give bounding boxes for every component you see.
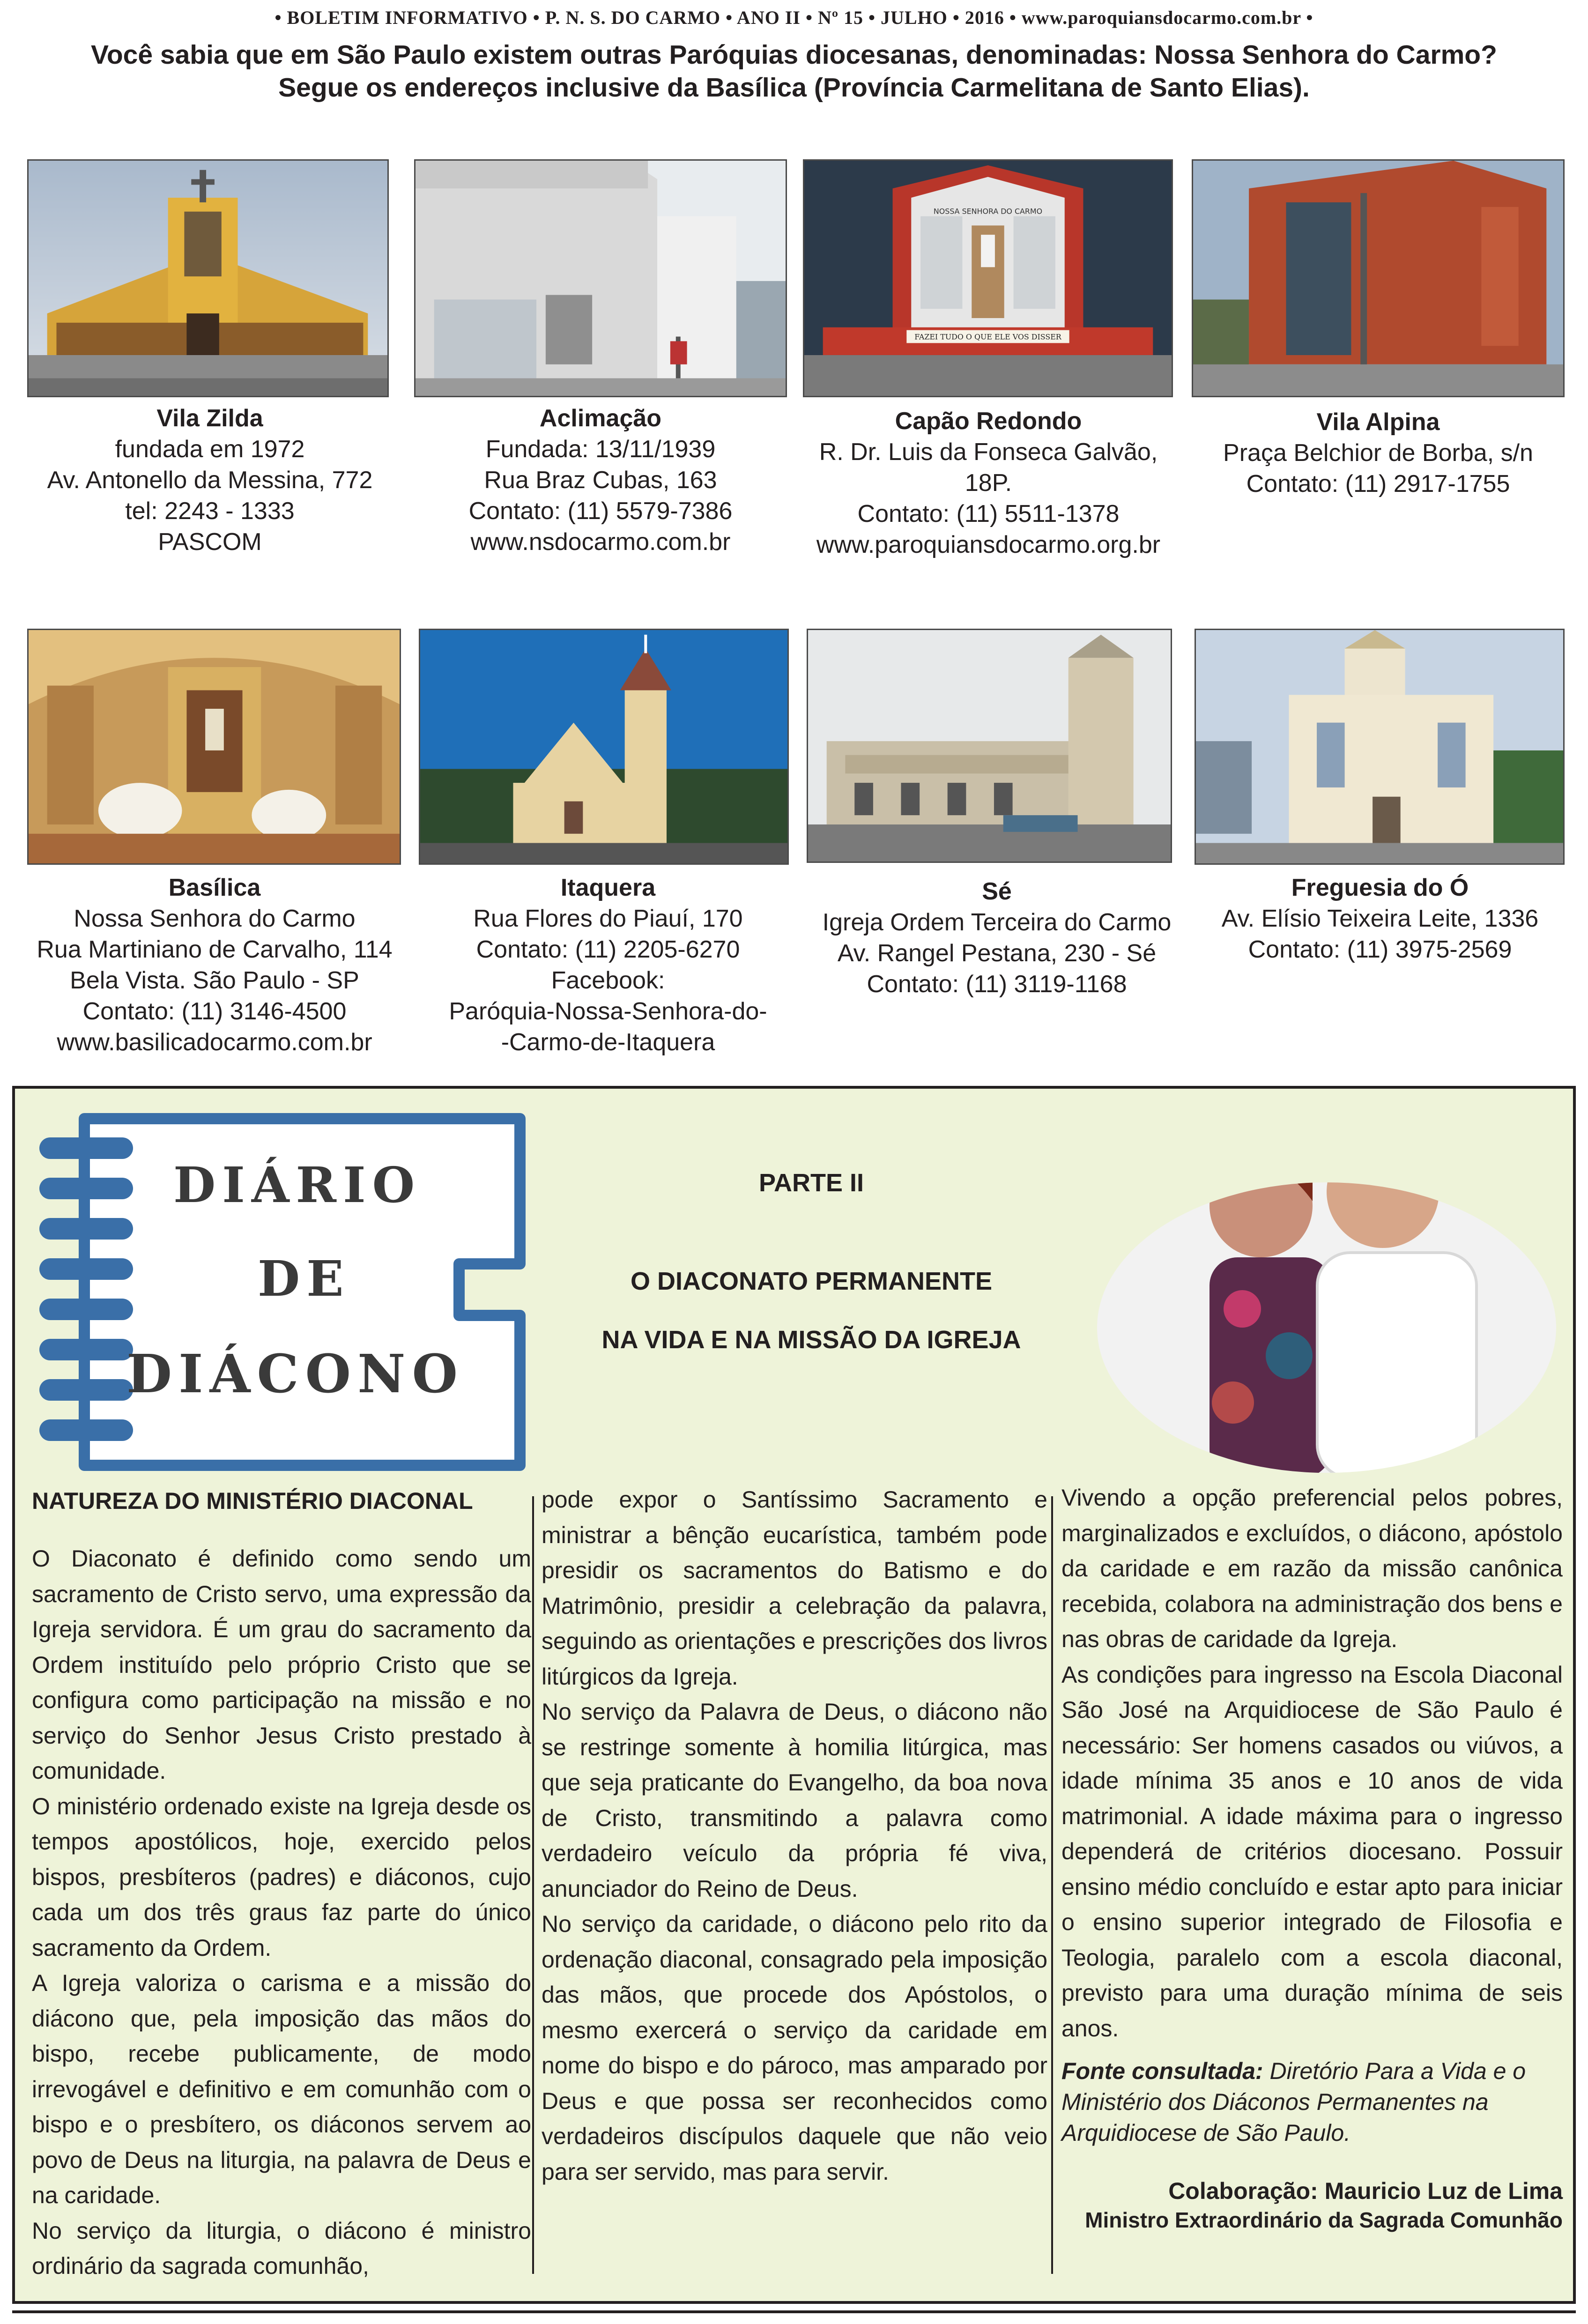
parish-line: Nossa Senhora do Carmo [74,905,356,932]
parish-line: PASCOM [158,528,262,556]
parish-line: -Carmo-de-Itaquera [501,1029,715,1056]
diary-title-line-2: NA VIDA E NA MISSÃO DA IGREJA [601,1326,1021,1354]
source-text: Diretório Para a Vida e o Ministério dos Diáconos Permanentes na Arquidiocese de São Paulo. [1061,2058,1526,2146]
parish-line: Paróquia-Nossa-Senhora-do- [449,998,767,1025]
photo-itaquera [419,629,789,865]
parish-card-aclimacao [408,403,793,557]
parish-line: R. Dr. Luis da Fonseca Galvão, 18P. [819,438,1158,497]
parish-name: Aclimação [539,405,662,432]
article-paragraph: pode expor o Santíssimo Sacramento e ministrar a bênção eucarística, também pode presidir os sacramentos do Batismo e do Matrimônio, presidir a celebração da palavra, seguindo as orientações e prescrições dos livros litúrgicos da Igreja. [542,1486,1047,1690]
parish-line: Av. Rangel Pestana, 230 - Sé [837,940,1157,967]
bulletin-header: • BOLETIM INFORMATIVO • P. N. S. DO CARMO • ANO II • Nº 15 • JULHO • 2016 • www.paroquiansdocarmo.com.br • [275,7,1313,28]
parish-card-vila-alpina [1186,407,1570,499]
parish-line: Fundada: 13/11/1939 [485,436,716,463]
article-paragraph: No serviço da Palavra de Deus, o diácono não se restringe somente à homilia litúrgica, mas que seja praticante do Evangelho, da boa nova de Cristo, transmitindo a palavra como verdadeiro veículo da própria fé viva, anunciador do Reino de Deus. [542,1699,1047,1902]
article-paragraph: No serviço da caridade, o diácono pelo rito da ordenação diaconal, consagrado pela imposição das mãos, que procede dos Apóstolos, o mesmo exercerá o serviço da caridade em nome do bispo e do pároco, mas amparado por Deus e que possa ser reconhecidos como verdadeiros discípulos daquele que não veio para ser servido, mas para servir. [542,1911,1047,2185]
article-column-2 [542,1482,1047,2190]
source-label: Fonte consultada: [1061,2058,1263,2084]
photo-aclimacao [414,159,787,397]
article-paragraph: As condições para ingresso na Escola Diaconal São José na Arquidiocese de São Paulo é necessário: Ser homens casados ou viúvos, a idade mínima 35 anos e 10 anos de vida matrimonial. A idade máxima para o ingresso dependerá de critérios diocesano. Possuir ensino médio concluído e estar apto para iniciar o ensino superior integrado de Filosofia e Teologia, paralelo com a escola diaconal, previsto para uma duração mínima de seis anos. [1061,1661,1563,2042]
part-label: PARTE II [758,1169,864,1197]
parish-name: Itaquera [560,874,656,901]
photo-vila-alpina [1192,159,1565,397]
diary-section [12,1086,1576,2304]
parish-line: Rua Braz Cubas, 163 [484,467,717,494]
parish-line: fundada em 1972 [115,436,305,463]
parish-card-vila-zilda [18,403,402,557]
collaboration-role: Ministro Extraordinário da Sagrada Comunhão [1085,2208,1563,2232]
parish-line: Rua Martiniano de Carvalho, 114 [37,936,393,963]
photo-freguesia-do-o [1195,629,1565,865]
parish-name: Vila Alpina [1316,408,1440,436]
parish-line: Contato: (11) 5579-7386 [468,497,733,525]
intro-line-2: Segue os endereços inclusive da Basílica (Província Carmelitana de Santo Elias). [278,73,1310,103]
parish-line: Av. Elísio Teixeira Leite, 1336 [1221,905,1539,932]
article-paragraph: No serviço da liturgia, o diácono é ministro ordinário da sagrada comunhão, [32,2217,531,2279]
parish-line: Igreja Ordem Terceira do Carmo [822,909,1172,936]
parish-line: Praça Belchior de Borba, s/n [1223,439,1533,467]
article-paragraph: A Igreja valoriza o carisma e a missão do diácono que, pela imposição das mãos do bispo, recebe publicamente, de modo irrevogável e definitivo e em comunhão com o bispo e o presbítero, os diáconos servem ao povo de Deus na liturgia, na palavra de Deus e na caridade. [32,1970,531,2208]
parish-line: www.nsdocarmo.com.br [470,528,731,556]
photo-capao-redondo [803,159,1173,397]
article-paragraph: Vivendo a opção preferencial pelos pobres, marginalizados e excluídos, o diácono, apóstolo da caridade e em razão da missão canônica recebida, colabora na administração dos bens e nas obras de caridade da Igreja. [1061,1485,1563,1652]
parish-card-freguesia-do-o [1188,872,1572,965]
bottom-rule [12,2310,1576,2313]
capao-arch-sign: NOSSA SENHORA DO CARMO [933,207,1043,216]
diario-de-diacono-logo [33,1109,548,1475]
parish-line: Contato: (11) 5511-1378 [857,500,1120,527]
parish-line: Bela Vista. São Paulo - SP [70,967,359,994]
parish-card-se [805,876,1189,1000]
parish-name: Basílica [168,874,261,901]
parish-card-capao-redondo [796,406,1180,560]
parish-name: Capão Redondo [895,408,1082,435]
column-divider [532,1496,534,2274]
photo-basilica [27,629,401,865]
logo-word-1: DIÁRIO [173,1156,422,1214]
article-column-1 [32,1487,531,2284]
parish-name: Freguesia do Ó [1291,874,1469,901]
parish-name: Sé [982,878,1012,905]
parish-line: Contato: (11) 2205-6270 [476,936,740,963]
parish-line: Rua Flores do Piauí, 170 [473,905,743,932]
parish-line: Facebook: [551,967,665,994]
article-paragraph: O ministério ordenado existe na Igreja desde os tempos apostólicos, hoje, exercido pelos bispos, presbíteros (padres) e diáconos, cujo cada um dos três graus faz parte do único sacramento da Ordem. [32,1793,531,1961]
parish-card-itaquera [416,872,800,1058]
photo-se [807,629,1172,863]
parish-line: Contato: (11) 3119-1168 [867,971,1127,998]
article-column-3 [1061,1480,1563,2235]
parish-line: www.paroquiansdocarmo.org.br [816,531,1161,558]
logo-word-3: DIÁCONO [126,1344,465,1405]
collaboration-credit: Colaboração: Mauricio Luz de Lima [1168,2178,1563,2204]
parish-card-basilica [18,872,411,1058]
capao-banner: FAZEI TUDO O QUE ELE VOS DISSER [914,332,1061,342]
source-note [1061,2056,1563,2148]
logo-word-2: DE [258,1250,350,1307]
parish-line: www.basilicadocarmo.com.br [57,1029,372,1056]
deacon-couple-photo [1092,1112,1561,1478]
intro-text [0,38,1588,104]
column-divider [1051,1496,1053,2274]
parish-line: Contato: (11) 3975-2569 [1248,936,1512,963]
parish-line: Av. Antonello da Messina, 772 [47,467,373,494]
article-heading: NATUREZA DO MINISTÉRIO DIACONAL [32,1488,473,1514]
diary-title-line-1: O DIACONATO PERMANENTE [630,1267,993,1295]
parish-line: Contato: (11) 2917-1755 [1246,470,1510,497]
photo-vila-zilda [27,159,389,397]
intro-line-1: Você sabia que em São Paulo existem outras Paróquias diocesanas, denominadas: Nossa Senhora do Carmo? [91,40,1497,70]
article-paragraph: O Diaconato é definido como sendo um sacramento de Cristo servo, uma expressão da Igreja servidora. É um grau do sacramento da Ordem instituído pelo próprio Cristo que se configura como participação na missão e no serviço do Senhor Jesus Cristo prestado à comunidade. [32,1545,531,1784]
parish-name: Vila Zilda [156,405,263,432]
parish-line: Contato: (11) 3146-4500 [82,998,347,1025]
parish-line: tel: 2243 - 1333 [125,497,295,525]
